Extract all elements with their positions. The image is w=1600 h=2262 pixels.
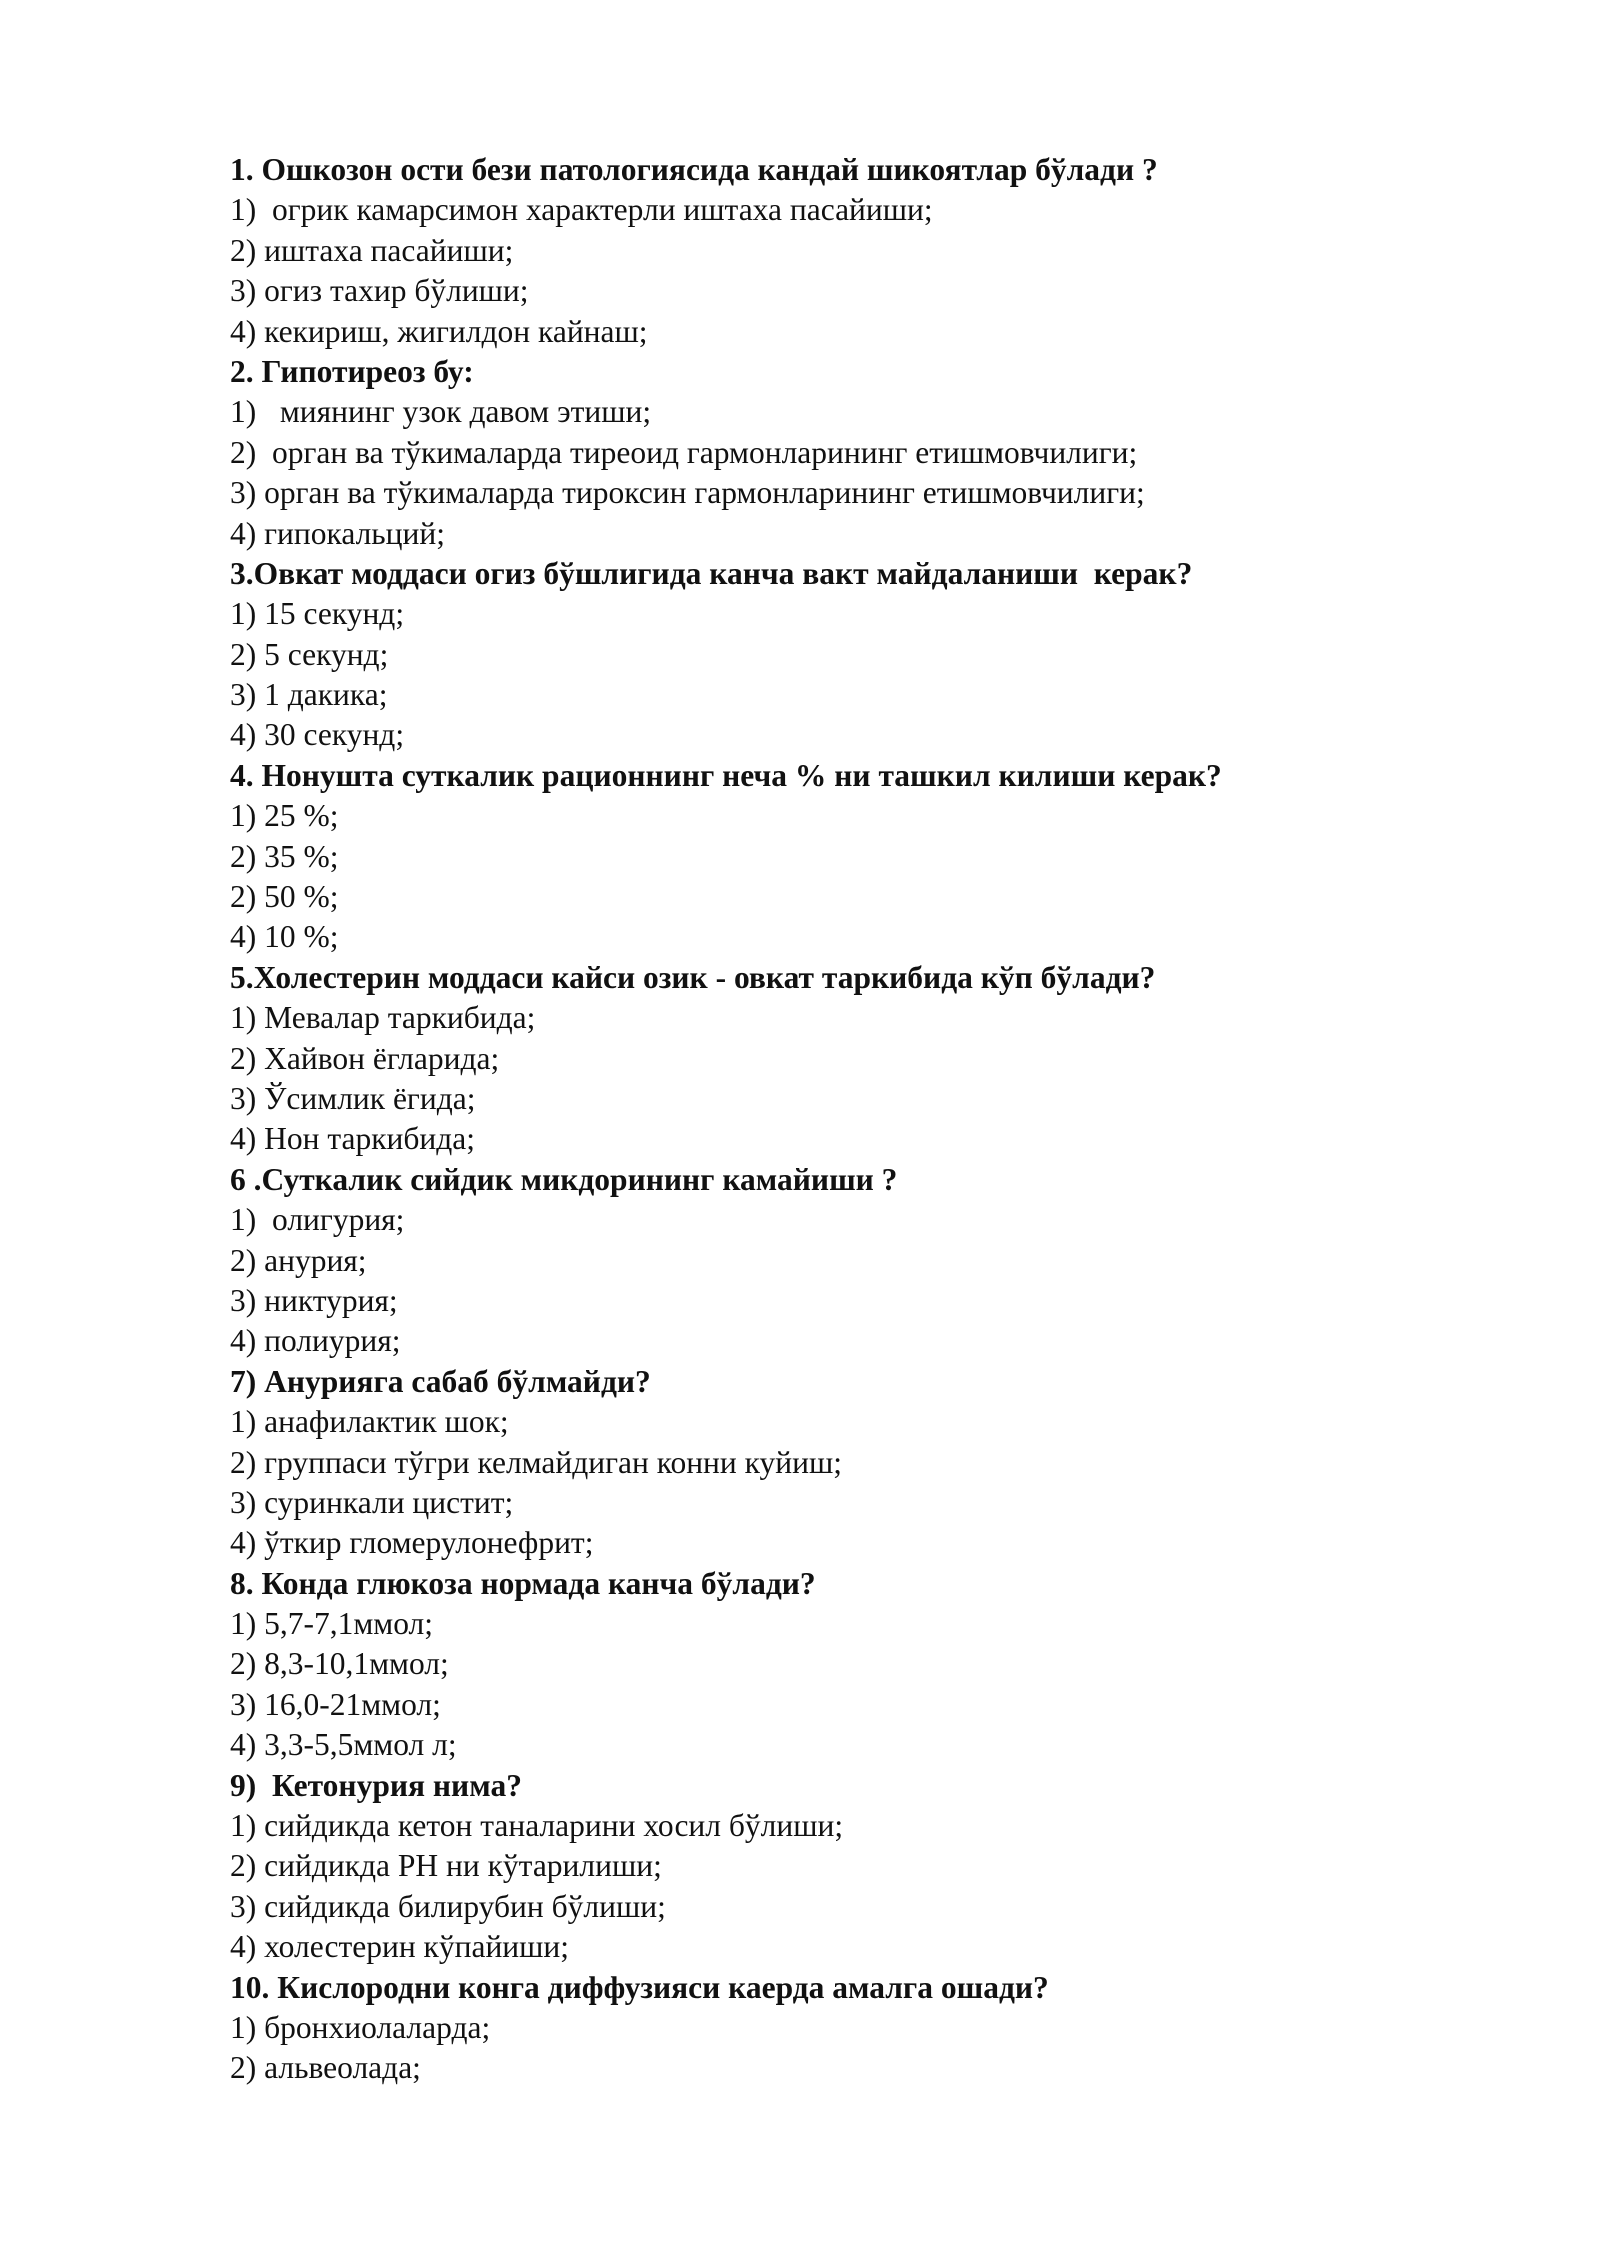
answer-option: 1) 25 %; bbox=[230, 798, 339, 834]
answer-option: 3) сийдикда билирубин бўлиши; bbox=[230, 1888, 666, 1924]
answer-option: 3) 16,0-21ммол; bbox=[230, 1686, 441, 1722]
document-page bbox=[230, 150, 1430, 2089]
answer-option: 2) группаси тўгри келмайдиган конни куйиш; bbox=[230, 1444, 842, 1480]
answer-option: 1) 15 секунд; bbox=[230, 596, 405, 632]
answer-option: 2) 35 %; bbox=[230, 838, 339, 874]
answer-option: 2) 8,3-10,1ммол; bbox=[230, 1646, 449, 1682]
answer-option: 3) никтурия; bbox=[230, 1282, 398, 1318]
answer-option: 4) холестерин кўпайиши; bbox=[230, 1929, 570, 1965]
question-title: 9) Кетонурия нима? bbox=[230, 1767, 522, 1803]
answer-option: 2) 50 %; bbox=[230, 879, 339, 915]
answer-option: 1) анафилактик шок; bbox=[230, 1404, 509, 1440]
answer-option: 4) 3,3-5,5ммол л; bbox=[230, 1727, 457, 1763]
answer-option: 2) анурия; bbox=[230, 1242, 367, 1278]
question-7 bbox=[230, 1362, 1430, 1564]
question-title: 3.Овкат моддаси огиз бўшлигида канча вакт майдаланиши керак? bbox=[230, 555, 1193, 591]
question-9 bbox=[230, 1766, 1430, 1968]
answer-option: 1) олигурия; bbox=[230, 1202, 405, 1238]
answer-option: 4) 10 %; bbox=[230, 919, 339, 955]
question-2 bbox=[230, 352, 1430, 554]
answer-option: 2) альвеолада; bbox=[230, 2050, 421, 2086]
answer-option: 1) бронхиолаларда; bbox=[230, 2009, 491, 2045]
answer-option: 2) 5 секунд; bbox=[230, 636, 389, 672]
question-title: 6 .Суткалик сийдик микдорининг камайиши ? bbox=[230, 1161, 898, 1197]
answer-option: 4) кекириш, жигилдон кайнаш; bbox=[230, 313, 648, 349]
answer-option: 3) 1 дакика; bbox=[230, 677, 388, 713]
answer-option: 4) гипокальций; bbox=[230, 515, 445, 551]
question-6 bbox=[230, 1160, 1430, 1362]
answer-option: 2) иштаха пасайиши; bbox=[230, 232, 514, 268]
answer-option: 1) сийдикда кетон таналарини хосил бўлиши; bbox=[230, 1808, 844, 1844]
answer-option: 3) огиз тахир бўлиши; bbox=[230, 273, 529, 309]
question-title: 7) Анурияга сабаб бўлмайди? bbox=[230, 1363, 651, 1399]
answer-option: 3) орган ва тўкималарда тироксин гармонларининг етишмовчилиги; bbox=[230, 475, 1145, 511]
answer-option: 4) Нон таркибида; bbox=[230, 1121, 476, 1157]
question-title: 8. Конда глюкоза нормада канча бўлади? bbox=[230, 1565, 816, 1601]
answer-option: 1) 5,7-7,1ммол; bbox=[230, 1606, 434, 1642]
question-title: 2. Гипотиреоз бу: bbox=[230, 353, 474, 389]
answer-option: 3) суринкали цистит; bbox=[230, 1484, 514, 1520]
answer-option: 4) полиурия; bbox=[230, 1323, 401, 1359]
question-4 bbox=[230, 756, 1430, 958]
question-title: 5.Холестерин моддаси кайси озик - овкат таркибида кўп бўлади? bbox=[230, 959, 1156, 995]
question-title: 10. Кислородни конга диффузияси каерда амалга ошади? bbox=[230, 1969, 1049, 2005]
answer-option: 4) ўткир гломерулонефрит; bbox=[230, 1525, 594, 1561]
question-title: 4. Нонушта суткалик рационнинг неча % ни ташкил килиши керак? bbox=[230, 757, 1222, 793]
question-title: 1. Ошкозон ости бези патологиясида кандай шикоятлар бўлади ? bbox=[230, 152, 1158, 187]
answer-option: 2) орган ва тўкималарда тиреоид гармонларининг етишмовчилиги; bbox=[230, 434, 1138, 470]
answer-option: 2) сийдикда РН ни кўтарилиши; bbox=[230, 1848, 662, 1884]
question-1 bbox=[230, 150, 1430, 352]
question-10 bbox=[230, 1968, 1430, 2089]
question-8 bbox=[230, 1564, 1430, 1766]
question-3 bbox=[230, 554, 1430, 756]
answer-option: 2) Хайвон ёгларида; bbox=[230, 1040, 500, 1076]
answer-option: 1) огрик камарсимон характерли иштаха пасайиши; bbox=[230, 192, 933, 228]
answer-option: 3) Ўсимлик ёгида; bbox=[230, 1080, 476, 1116]
question-5 bbox=[230, 958, 1430, 1160]
answer-option: 1) миянинг узок давом этиши; bbox=[230, 394, 652, 430]
answer-option: 1) Мевалар таркибида; bbox=[230, 1000, 536, 1036]
answer-option: 4) 30 секунд; bbox=[230, 717, 405, 753]
